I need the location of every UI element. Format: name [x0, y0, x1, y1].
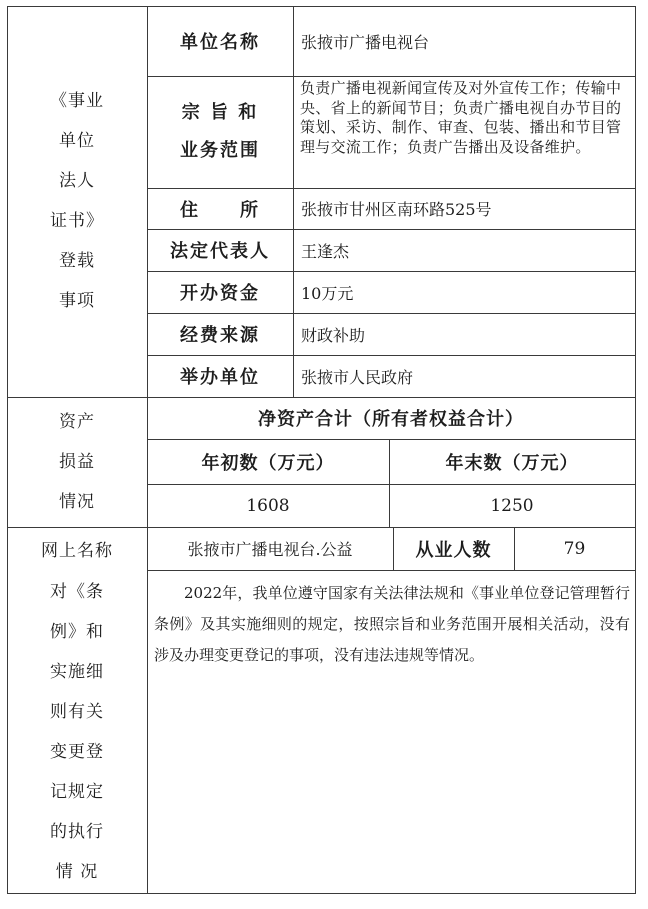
net-assets-header: 净资产合计（所有者权益合计） — [258, 409, 524, 430]
legal-rep-value: 王逢杰 — [301, 241, 350, 261]
registration-section-title — [7, 76, 147, 326]
sponsor-value: 张掖市人民政府 — [301, 367, 414, 387]
staff-count-value: 79 — [563, 538, 586, 559]
title-line: 的执行 — [50, 821, 104, 842]
title-line: 情况 — [59, 492, 95, 512]
unit-name-label: 单位名称 — [180, 32, 260, 53]
title-line: 《事业 — [50, 91, 104, 111]
sponsor-label: 举办单位 — [180, 367, 260, 388]
title-line: 资产 — [59, 412, 95, 432]
end-of-year-value: 1250 — [490, 495, 534, 516]
start-of-year-label: 年初数（万元） — [201, 452, 335, 474]
legal-rep-label: 法定代表人 — [170, 241, 270, 262]
address-label: 住 所 — [180, 199, 260, 221]
title-line: 损益 — [59, 452, 95, 472]
title-line: 变更登 — [50, 741, 104, 762]
start-of-year-value: 1608 — [246, 495, 290, 516]
label-line: 业务范围 — [180, 140, 260, 161]
title-line: 登载 — [59, 251, 95, 271]
unit-name-value: 张掖市广播电视台 — [301, 32, 430, 52]
divider — [147, 570, 636, 571]
assets-section-title — [7, 397, 147, 527]
title-line: 例》和 — [50, 621, 104, 642]
title-line: 则有关 — [50, 701, 104, 722]
funding-source-value: 财政补助 — [301, 325, 366, 345]
border-bottom — [7, 893, 636, 894]
funding-source-label: 经费来源 — [180, 325, 260, 346]
online-name-label: 网上名称 — [41, 541, 113, 561]
title-line: 事项 — [59, 291, 95, 311]
border-right — [635, 6, 636, 894]
online-name-value: 张掖市广播电视台.公益 — [187, 540, 353, 559]
title-line: 情 况 — [55, 861, 99, 882]
title-line: 对《条 — [50, 581, 104, 602]
label-line: 宗 旨 和 — [181, 102, 259, 123]
title-line: 法人 — [59, 171, 95, 191]
title-line: 记规定 — [50, 781, 104, 802]
end-of-year-label: 年末数（万元） — [445, 452, 579, 474]
purpose-scope-label — [147, 76, 293, 188]
compliance-section-title — [7, 570, 147, 893]
staff-count-label: 从业人数 — [415, 539, 492, 561]
address-value: 张掖市甘州区南环路525号 — [301, 200, 492, 219]
title-line: 单位 — [59, 131, 95, 151]
title-line: 证书》 — [50, 211, 104, 231]
purpose-scope-value: 负责广播电视新闻宣传及对外宣传工作；传输中央、省上的新闻节目；负责广播电视自办节目的策划、采访、制作、审查、包装、播出和节目管理与交流工作；负责广告播出及设备维护。 — [300, 79, 622, 156]
title-line: 实施细 — [50, 661, 104, 682]
capital-label: 开办资金 — [180, 283, 260, 304]
compliance-statement: 2022年，我单位遵守国家有关法律法规和《事业单位登记管理暂行条例》及其实施细则的规定，按照宗旨和业务范围开展相关活动，没有涉及办理变更登记的事项，没有违法违规等情况。 — [154, 584, 630, 664]
capital-value: 10万元 — [301, 283, 354, 303]
